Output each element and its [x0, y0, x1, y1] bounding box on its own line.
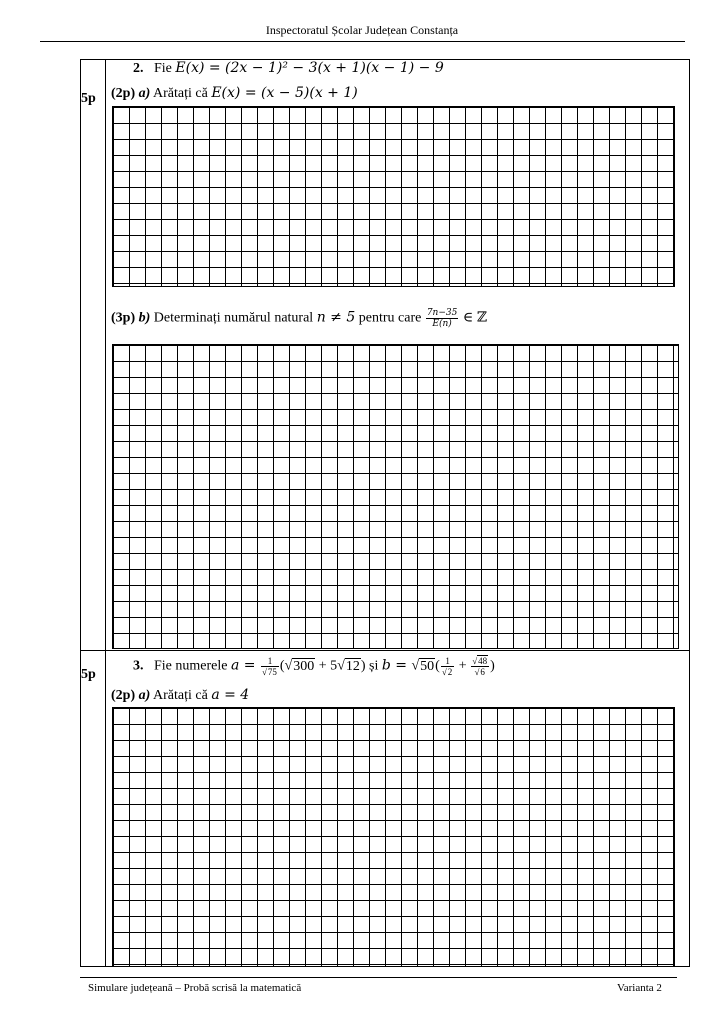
problem-2-part-b: [111, 308, 487, 329]
part-3a-text: Arătați că: [150, 688, 212, 703]
b-f2-num-rad: 48: [478, 656, 488, 666]
problem-3-part-a: [111, 687, 249, 704]
footer-variant: Varianta 2: [617, 982, 662, 994]
a-frac-den: √75: [261, 667, 277, 677]
part-2b-text: Determinați numărul natural: [150, 310, 317, 326]
part-2b-text2: pentru care: [355, 310, 425, 326]
footer-exam-title: Simulare județeană – Probă scrisă la matematică: [88, 982, 302, 994]
problem-2-statement: [133, 60, 444, 77]
a-plus: + 5: [315, 658, 338, 674]
problem-3-intro: Fie numerele: [154, 658, 231, 674]
a-open: (: [279, 658, 285, 674]
b-f2-den: √6: [474, 667, 485, 677]
b-fraction-2: [471, 656, 489, 677]
part-2a-letter: a): [138, 86, 151, 101]
part-3a-math: a = 4: [211, 687, 250, 703]
part-2b-frac-den: E(n): [432, 319, 452, 329]
part-2b-math2: ∈ ℤ: [459, 310, 487, 326]
answer-grid-2a: [112, 106, 675, 287]
part-2a-points: (2p): [111, 86, 136, 101]
problem-3-number: 3.: [133, 658, 144, 674]
part-2a-math: E(x) = (x − 5)(x + 1): [211, 85, 358, 101]
part-2b-points: (3p): [111, 310, 136, 326]
b-fraction-1: [441, 656, 454, 677]
problem-2-intro: Fie: [154, 61, 176, 76]
b-open: (: [435, 658, 440, 674]
conj: și: [365, 658, 382, 674]
answer-grid-2b: [112, 344, 679, 649]
b-f1-den-rad: 2: [447, 667, 453, 677]
part-3a-letter: a): [138, 688, 151, 703]
part-2b-frac-num: 7n−35: [426, 308, 458, 318]
b-f2-num: √48: [472, 656, 488, 666]
part-2b-math1: n ≠ 5: [316, 309, 356, 326]
b-f1-den: √2: [441, 667, 453, 677]
a-frac-num: 1: [261, 656, 279, 667]
problem-separator: [80, 650, 690, 651]
problem-2-part-a: [111, 85, 358, 102]
part-2a-text: Arătați că: [150, 86, 212, 101]
header-title: Inspectoratul Școlar Județean Constanța: [265, 23, 459, 37]
a-fraction: [261, 656, 279, 677]
problem-2-expression: E(x) = (2x − 1)² − 3(x + 1)(x − 1) − 9: [175, 60, 444, 76]
a-lhs: a =: [230, 657, 260, 674]
part-2b-fraction: [426, 308, 459, 329]
problem-3-statement: 3. Fie numerele a = $\frac{1}{√75}$ (√300 + 5√12) și b = √50( $\frac{1}{√2}$ + $\frac{√48}{√6}$ ): [133, 656, 495, 677]
points-column-divider: [105, 59, 106, 967]
a-rad2: 12: [345, 658, 360, 674]
footer-divider: [80, 977, 677, 978]
b-lhs: b =: [381, 657, 412, 674]
problem-2-number: 2.: [133, 61, 144, 76]
b-f2-den-rad: 6: [480, 667, 485, 677]
b-f1-num: 1: [441, 656, 454, 667]
b-close: ): [490, 658, 495, 674]
a-rad1: 300: [293, 658, 315, 674]
b-plus: +: [455, 658, 471, 674]
a-frac-den-rad: 75: [267, 667, 277, 677]
problem-2-points: 5p: [81, 91, 96, 106]
problem-3-points: 5p: [81, 667, 96, 682]
b-rad: 50: [420, 658, 435, 674]
part-2b-letter: b): [138, 310, 151, 326]
answer-grid-3a: [112, 707, 675, 967]
part-3a-points: (2p): [111, 688, 136, 703]
header-divider: [40, 41, 685, 42]
a-close: ): [360, 658, 366, 674]
